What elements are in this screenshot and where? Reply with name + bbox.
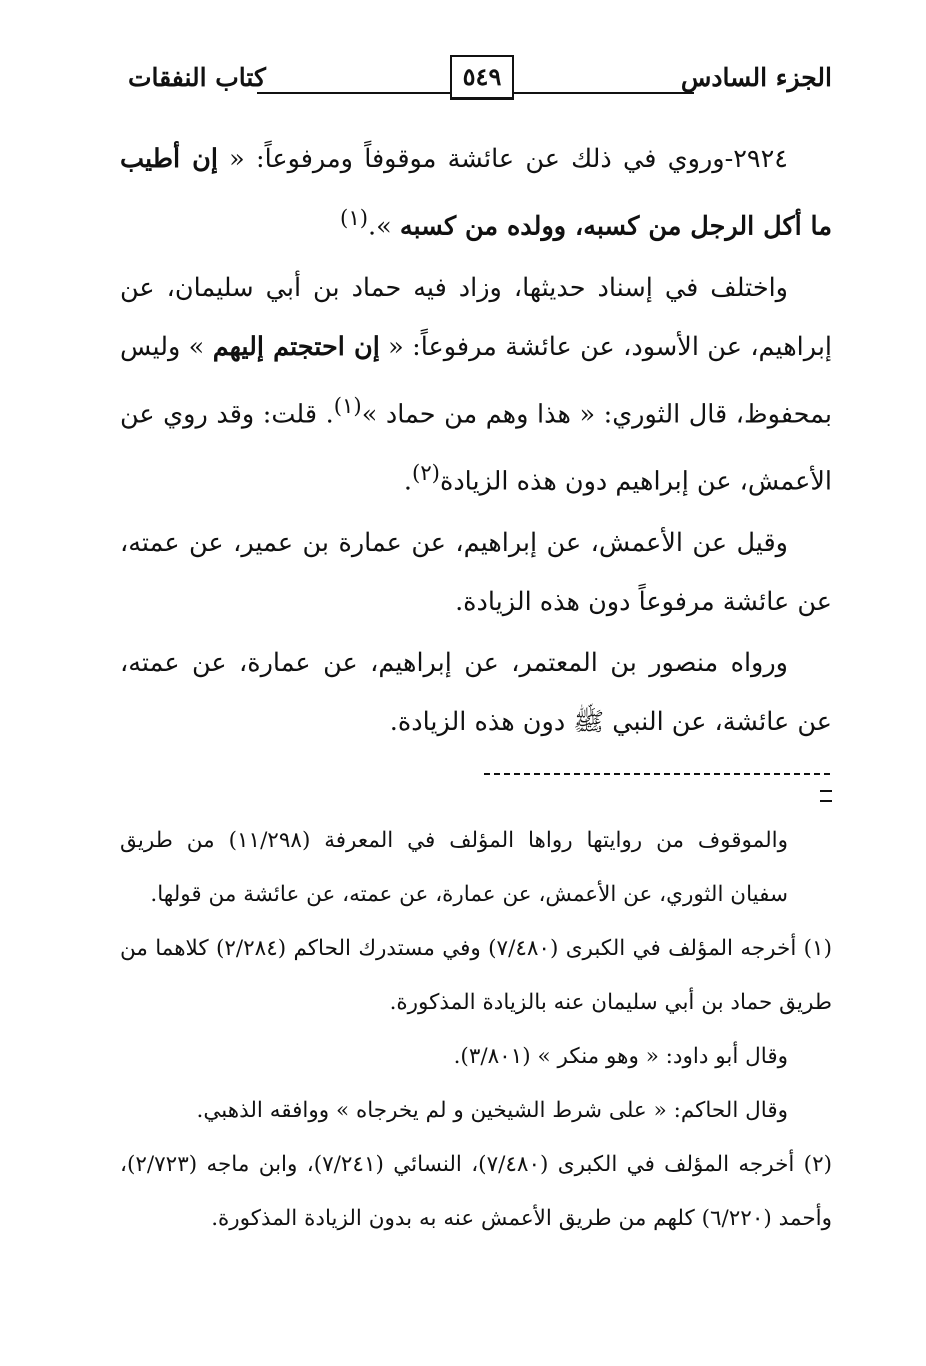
footnote-2: (٢) أخرجه المؤلف في الكبرى (٧/٤٨٠)، النسائي (٧/٢٤١)، وابن ماجه (٢/٧٢٣)، وأحمد (٦/٢٢٠) كلهم من طريق الأعمش عنه به بدون الزيادة المذكورة. xyxy=(120,1152,833,1231)
footnote-ref: (١) xyxy=(340,206,369,231)
separator-mark xyxy=(820,790,832,802)
footnote-ref: (١) xyxy=(333,393,362,419)
isnad-text-3: . قلت: وقد روي عن الأعمش، عن إبراهيم دون هذه الزيادة xyxy=(120,399,832,497)
isnad-paragraph xyxy=(120,259,832,512)
footnotes xyxy=(120,814,832,1246)
footnote-continuation: والموقوف من روايتها رواها المؤلف في المعرفة (١١/٢٩٨) من طريق سفيان الثوري، عن الأعمش، عن عمارة، عن عمته، عن عائشة من قولها. xyxy=(120,828,788,907)
isnad-end: . xyxy=(403,466,412,497)
footnote-ref: (٢) xyxy=(411,461,440,486)
hadith-intro: ٢٩٢٤-وروي في ذلك عن عائشة موقوفاً ومرفوعاً: « xyxy=(217,144,788,174)
footnote-1-line-2: وقال أبو داود: « وهو منكر » (٣/٨٠١). xyxy=(453,1044,788,1069)
paragraph-4: ورواه منصور بن المعتمر، عن إبراهيم، عن عمارة، عن عمته، عن عائشة، عن النبي ﷺ دون هذه الزيادة. xyxy=(120,647,832,737)
isnad-text-2: » وليس بمحفوظ، قال الثوري: « هذا وهم من حماد » xyxy=(120,331,832,429)
header-rule-right xyxy=(512,92,694,94)
hadith-close: ». xyxy=(368,211,400,242)
header-rule-left xyxy=(257,92,450,94)
paragraph-3: وقيل عن الأعمش، عن إبراهيم، عن عمارة بن عمير، عن عمته، عن عائشة مرفوعاً دون هذه الزيادة. xyxy=(120,527,832,617)
hadith-paragraph xyxy=(120,130,832,257)
footnote-1-line-3: وقال الحاكم: « على شرط الشيخين و لم يخرجاه » ووافقه الذهبي. xyxy=(196,1098,788,1123)
main-text xyxy=(120,130,832,752)
page-number: ٥٤٩ xyxy=(450,55,514,100)
quoted-text: إن احتجتم إليهم xyxy=(212,331,380,362)
running-header xyxy=(120,55,832,105)
hadith-text: إن أطيب ما أكل الرجل من كسبه، وولده من كسبه xyxy=(120,144,832,242)
book-title: كتاب النفقات xyxy=(128,63,266,92)
isnad-text: واختلف في إسناد حديثها، وزاد فيه حماد بن أبي سليمان، عن إبراهيم، عن الأسود، عن عائشة مرفوعاً: « xyxy=(120,272,832,362)
volume-title: الجزء السادس xyxy=(680,63,832,92)
footnote-separator xyxy=(484,773,830,775)
footnote-1: (١) أخرجه المؤلف في الكبرى (٧/٤٨٠) وفي مستدرك الحاكم (٢/٢٨٤) كلاهما من طريق حماد بن أبي سليمان عنه بالزيادة المذكورة. xyxy=(120,936,832,1015)
